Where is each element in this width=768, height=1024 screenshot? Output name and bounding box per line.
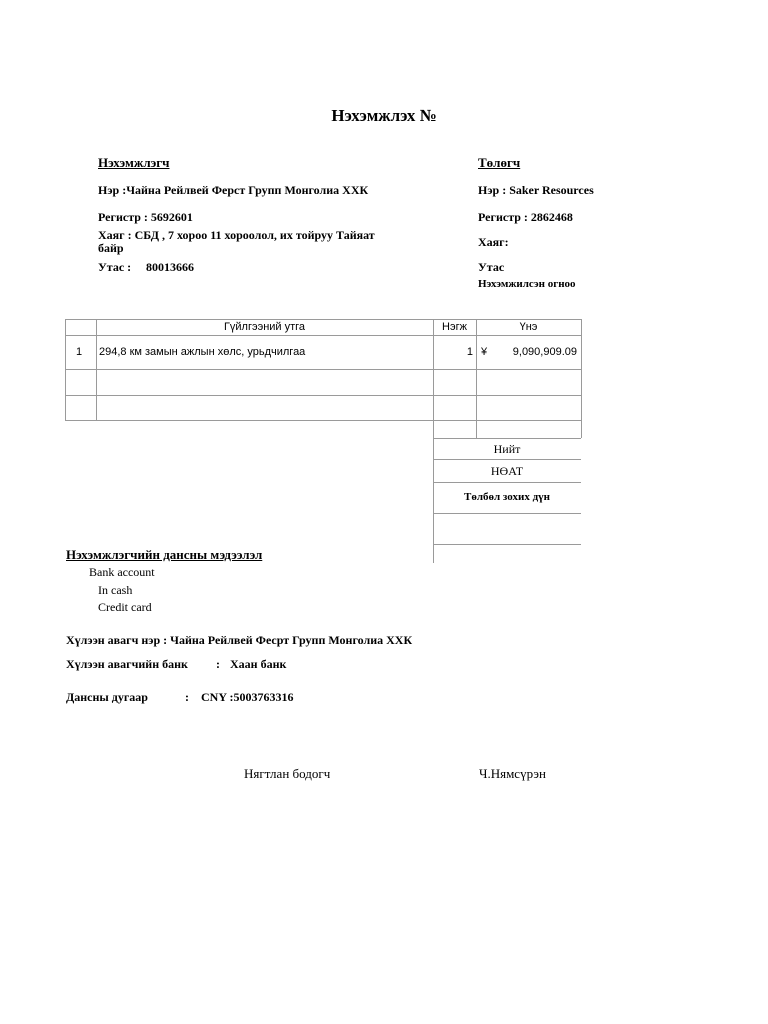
account-number-value: CNY :5003763316 <box>201 690 294 704</box>
row-price: 9,090,909.09 <box>512 346 577 358</box>
recipient-name: Хүлээн авагч нэр : Чайна Рейлвей Фесрт Групп Монголиа ХХК <box>66 633 413 647</box>
header-price: Үнэ <box>519 321 538 333</box>
payment-method-cash: In cash <box>98 583 133 597</box>
summary-vat: НӨАТ <box>490 464 524 478</box>
issuer-register: Регистр : 5692601 <box>98 210 193 224</box>
header-description: Гүйлгээний утга <box>223 321 306 333</box>
payer-register: Регистр : 2862468 <box>478 210 573 224</box>
summary-total: Нийт <box>493 442 521 456</box>
recipient-bank-value: Хаан банк <box>230 657 287 671</box>
row-description: 294,8 км замын ажлын хөлс, урьдчилгаа <box>99 346 306 358</box>
issuer-heading: Нэхэмжлэгч <box>98 155 170 170</box>
payment-method-bank: Bank account <box>89 565 155 579</box>
recipient-bank-label: Хүлээн авагчийн банк <box>66 657 188 671</box>
row-currency: ¥ <box>481 346 488 358</box>
issuer-phone-label: Утас : <box>98 260 132 274</box>
row-unit: 1 <box>466 346 473 358</box>
account-number-sep: : <box>185 690 189 704</box>
signature-role: Нягтлан бодогч <box>244 766 331 781</box>
account-number-label: Дансны дугаар <box>66 690 148 704</box>
payer-heading: Төлөгч <box>478 155 521 170</box>
payer-name: Нэр : Saker Resources <box>478 183 594 197</box>
payer-block <box>478 150 594 290</box>
issuer-address-line2: байр <box>98 241 124 255</box>
issuer-name: Нэр :Чайна Рейлвей Ферст Групп Монголиа ХХК <box>98 183 369 197</box>
issuer-phone-value: 80013666 <box>146 260 194 274</box>
payer-phone: Утас <box>478 260 505 274</box>
payment-method-card: Credit card <box>98 600 152 614</box>
header-unit: Нэгж <box>442 321 467 333</box>
payer-invoice-date: Нэхэмжилсэн огноо <box>478 278 576 290</box>
row-number: 1 <box>76 346 83 358</box>
bank-info-heading: Нэхэмжлэгчийн дансны мэдээлэл <box>66 547 263 562</box>
signature-name: Ч.Нямсүрэн <box>479 766 546 781</box>
invoice-title: Нэхэмжлэх № <box>331 106 437 125</box>
recipient-bank-sep: : <box>216 657 220 671</box>
summary-amount-due: Төлбөл зохих дүн <box>463 491 550 503</box>
payer-address: Хаяг: <box>478 235 509 249</box>
issuer-address-line1: Хаяг : СБД , 7 хороо 11 хороолол, их тойруу Тайяат <box>98 228 375 242</box>
